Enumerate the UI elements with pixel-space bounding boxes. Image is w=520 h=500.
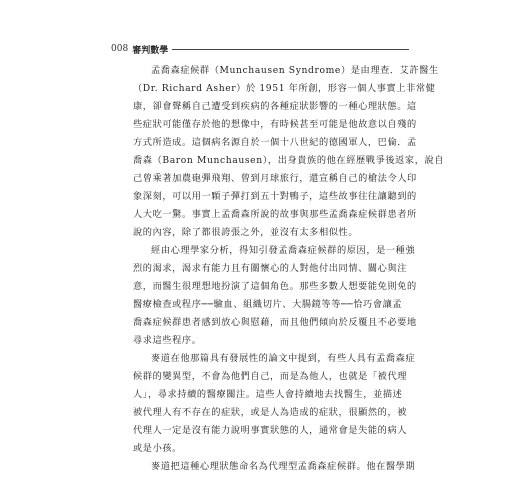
text-line: 喬森症候群患者感到放心與慰藉，而且他們傾向於反覆且不必要地 <box>133 317 417 328</box>
text-line: 被代理人有不存在的症狀，或是人為造成的症狀，很顯然的，被 <box>133 407 408 418</box>
text-line: 康，卻會聲稱自己遭受到疾病的各種症狀影響的一種心理狀態。這 <box>133 101 417 112</box>
text-line: 孟喬森症候群（Munchausen Syndrome）是由理查．艾許醫生 <box>151 65 439 76</box>
body-text <box>133 62 445 476</box>
paragraph <box>133 350 416 458</box>
text-line: 經由心理學家分析，得知引發孟喬森症候群的原因，是一種強 <box>151 245 416 256</box>
text-line: 人」，尋求持續的醫療關注。這些人會持續地去找醫生，並描述 <box>133 389 403 400</box>
text-line: 方式所造成。這個病名源自於一個十八世紀的德國軍人，巴倫．孟 <box>133 137 417 148</box>
book-title: 審判數學 <box>132 45 169 56</box>
text-line: 尋求這些程序。 <box>133 335 202 346</box>
text-line: 些症狀可能僅存於他的想像中，有時候甚至可能是他故意以自殘的 <box>133 119 417 130</box>
text-line: 醫療檢查或程序──驗血、組織切片、大腸鏡等等──恰巧會讓孟 <box>133 299 403 310</box>
text-line: 說的內容，除了都很誇張之外，並沒有太多相似性。 <box>133 227 359 238</box>
text-line: （Dr. Richard Asher）於 1951 年所創，形容一個人事實上非常健 <box>133 83 436 94</box>
text-line: 麥道把這種心理狀態命名為代理型孟喬森症候群。他在醫學期 <box>151 461 416 472</box>
text-line: 或是小孩。 <box>133 443 182 454</box>
text-line: 烈的渴求，渴求有能力且有關懷心的人對他付出同情、關心與注 <box>133 263 408 274</box>
text-line: 代理人一定是沒有能力說明事實狀態的人，通常會是失能的病人 <box>133 425 408 436</box>
text-line: 人大吃一驚。事實上孟喬森所說的故事與那些孟喬森症候群患者所 <box>133 209 417 220</box>
text-line: 己曾乘著加農砲彈飛翔、曾到月球旅行，還宣稱自己的槍法令人印 <box>133 173 417 184</box>
running-header <box>111 42 409 56</box>
paragraph <box>133 242 417 350</box>
page-number: 008 <box>111 44 129 54</box>
text-line: 意，而醫生很理想地扮演了這個角色。那些多數人想要能免則免的 <box>133 281 417 292</box>
text-line: 候群的變異型，不會為他們自己，而是為他人，也就是「被代理 <box>133 371 408 382</box>
text-line: 麥道在他那篇具有發展性的論文中提到，有些人具有孟喬森症 <box>151 353 416 364</box>
paragraph <box>133 62 445 242</box>
paragraph <box>133 458 416 476</box>
header-rule <box>172 49 409 50</box>
text-line: 喬森（Baron Munchausen），出身貴族的他在經歷戰爭後返家，說自 <box>133 155 445 166</box>
text-line: 象深刻，可以用一顆子彈打到五十對鴨子，這些故事往往讓聽到的 <box>133 191 417 202</box>
